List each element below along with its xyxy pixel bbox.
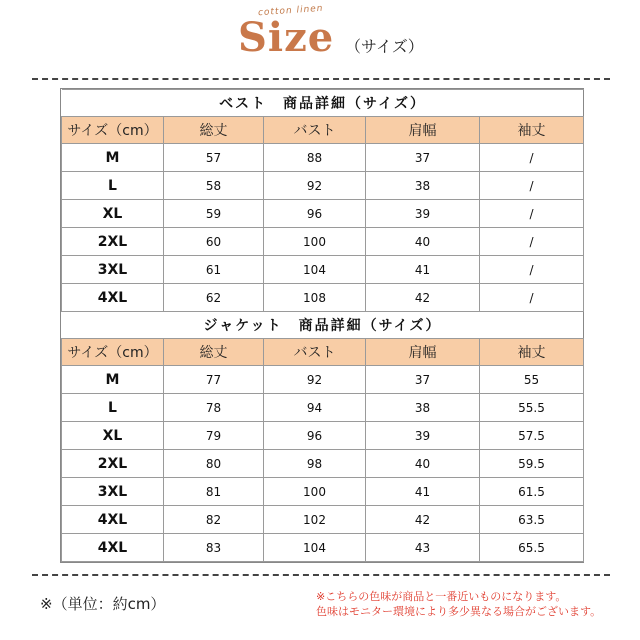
- value-cell: 58: [164, 172, 264, 200]
- value-cell: 78: [164, 394, 264, 422]
- value-cell: /: [480, 284, 584, 312]
- column-header: 袖丈: [480, 117, 584, 144]
- table-row: [62, 144, 584, 172]
- value-cell: 41: [366, 256, 480, 284]
- brand-arc-text: cotton linen: [257, 3, 324, 19]
- value-cell: 88: [264, 144, 366, 172]
- value-cell: 37: [366, 144, 480, 172]
- value-cell: 40: [366, 450, 480, 478]
- column-header: 総丈: [164, 339, 264, 366]
- jacket-header-row: [62, 339, 584, 366]
- size-cell: XL: [62, 200, 164, 228]
- top-divider: [32, 78, 610, 80]
- table-row: [62, 394, 584, 422]
- value-cell: 100: [264, 478, 366, 506]
- value-cell: 102: [264, 506, 366, 534]
- table-row: [62, 256, 584, 284]
- value-cell: 98: [264, 450, 366, 478]
- size-cell: 4XL: [62, 284, 164, 312]
- value-cell: 92: [264, 366, 366, 394]
- table-row: [62, 172, 584, 200]
- value-cell: 60: [164, 228, 264, 256]
- size-cell: 4XL: [62, 534, 164, 562]
- page-title: Size: [238, 14, 335, 61]
- column-header: サイズ（cm）: [62, 339, 164, 366]
- size-cell: 2XL: [62, 450, 164, 478]
- value-cell: 104: [264, 256, 366, 284]
- value-cell: /: [480, 200, 584, 228]
- value-cell: 61.5: [480, 478, 584, 506]
- table-row: [62, 284, 584, 312]
- value-cell: 43: [366, 534, 480, 562]
- size-cell: 3XL: [62, 256, 164, 284]
- value-cell: 83: [164, 534, 264, 562]
- value-cell: 77: [164, 366, 264, 394]
- table-row: [62, 422, 584, 450]
- unit-note: ※（単位：約cm）: [40, 595, 166, 613]
- value-cell: 39: [366, 200, 480, 228]
- value-cell: 94: [264, 394, 366, 422]
- value-cell: 40: [366, 228, 480, 256]
- value-cell: /: [480, 172, 584, 200]
- size-cell: 3XL: [62, 478, 164, 506]
- table-row: [62, 506, 584, 534]
- size-cell: M: [62, 366, 164, 394]
- value-cell: /: [480, 256, 584, 284]
- value-cell: 38: [366, 172, 480, 200]
- value-cell: 42: [366, 284, 480, 312]
- table-row: [62, 366, 584, 394]
- value-cell: 55: [480, 366, 584, 394]
- jacket-section-title-row: [62, 312, 584, 339]
- value-cell: 65.5: [480, 534, 584, 562]
- value-cell: 62: [164, 284, 264, 312]
- table-row: [62, 200, 584, 228]
- color-note-line2: 色味はモニター環境により多少異なる場合がございます。: [316, 605, 602, 618]
- value-cell: 82: [164, 506, 264, 534]
- value-cell: 57: [164, 144, 264, 172]
- value-cell: 57.5: [480, 422, 584, 450]
- value-cell: 37: [366, 366, 480, 394]
- value-cell: /: [480, 228, 584, 256]
- value-cell: 59.5: [480, 450, 584, 478]
- vest-section-title: ベスト 商品詳細（サイズ）: [62, 90, 584, 117]
- value-cell: 55.5: [480, 394, 584, 422]
- column-header: 総丈: [164, 117, 264, 144]
- column-header: バスト: [264, 339, 366, 366]
- value-cell: 41: [366, 478, 480, 506]
- value-cell: 96: [264, 200, 366, 228]
- value-cell: 100: [264, 228, 366, 256]
- vest-header-row: [62, 117, 584, 144]
- table-row: [62, 228, 584, 256]
- jacket-section-title: ジャケット 商品詳細（サイズ）: [62, 312, 584, 339]
- column-header: 肩幅: [366, 339, 480, 366]
- size-cell: L: [62, 172, 164, 200]
- size-cell: XL: [62, 422, 164, 450]
- column-header: 肩幅: [366, 117, 480, 144]
- value-cell: 59: [164, 200, 264, 228]
- value-cell: 42: [366, 506, 480, 534]
- value-cell: 104: [264, 534, 366, 562]
- value-cell: /: [480, 144, 584, 172]
- page-subtitle: （サイズ）: [345, 37, 424, 56]
- value-cell: 79: [164, 422, 264, 450]
- value-cell: 61: [164, 256, 264, 284]
- column-header: 袖丈: [480, 339, 584, 366]
- size-cell: 4XL: [62, 506, 164, 534]
- size-cell: L: [62, 394, 164, 422]
- size-cell: M: [62, 144, 164, 172]
- table-row: [62, 450, 584, 478]
- value-cell: 38: [366, 394, 480, 422]
- page-header: [0, 0, 640, 78]
- column-header: バスト: [264, 117, 366, 144]
- value-cell: 96: [264, 422, 366, 450]
- vest-section-title-row: [62, 90, 584, 117]
- value-cell: 81: [164, 478, 264, 506]
- table-row: [62, 478, 584, 506]
- value-cell: 80: [164, 450, 264, 478]
- value-cell: 39: [366, 422, 480, 450]
- size-cell: 2XL: [62, 228, 164, 256]
- value-cell: 63.5: [480, 506, 584, 534]
- value-cell: 108: [264, 284, 366, 312]
- column-header: サイズ（cm）: [62, 117, 164, 144]
- size-table: [60, 88, 584, 563]
- bottom-divider: [32, 574, 610, 576]
- table-row: [62, 534, 584, 562]
- color-note-line1: ※こちらの色味が商品と一番近いものになります。: [316, 590, 567, 603]
- value-cell: 92: [264, 172, 366, 200]
